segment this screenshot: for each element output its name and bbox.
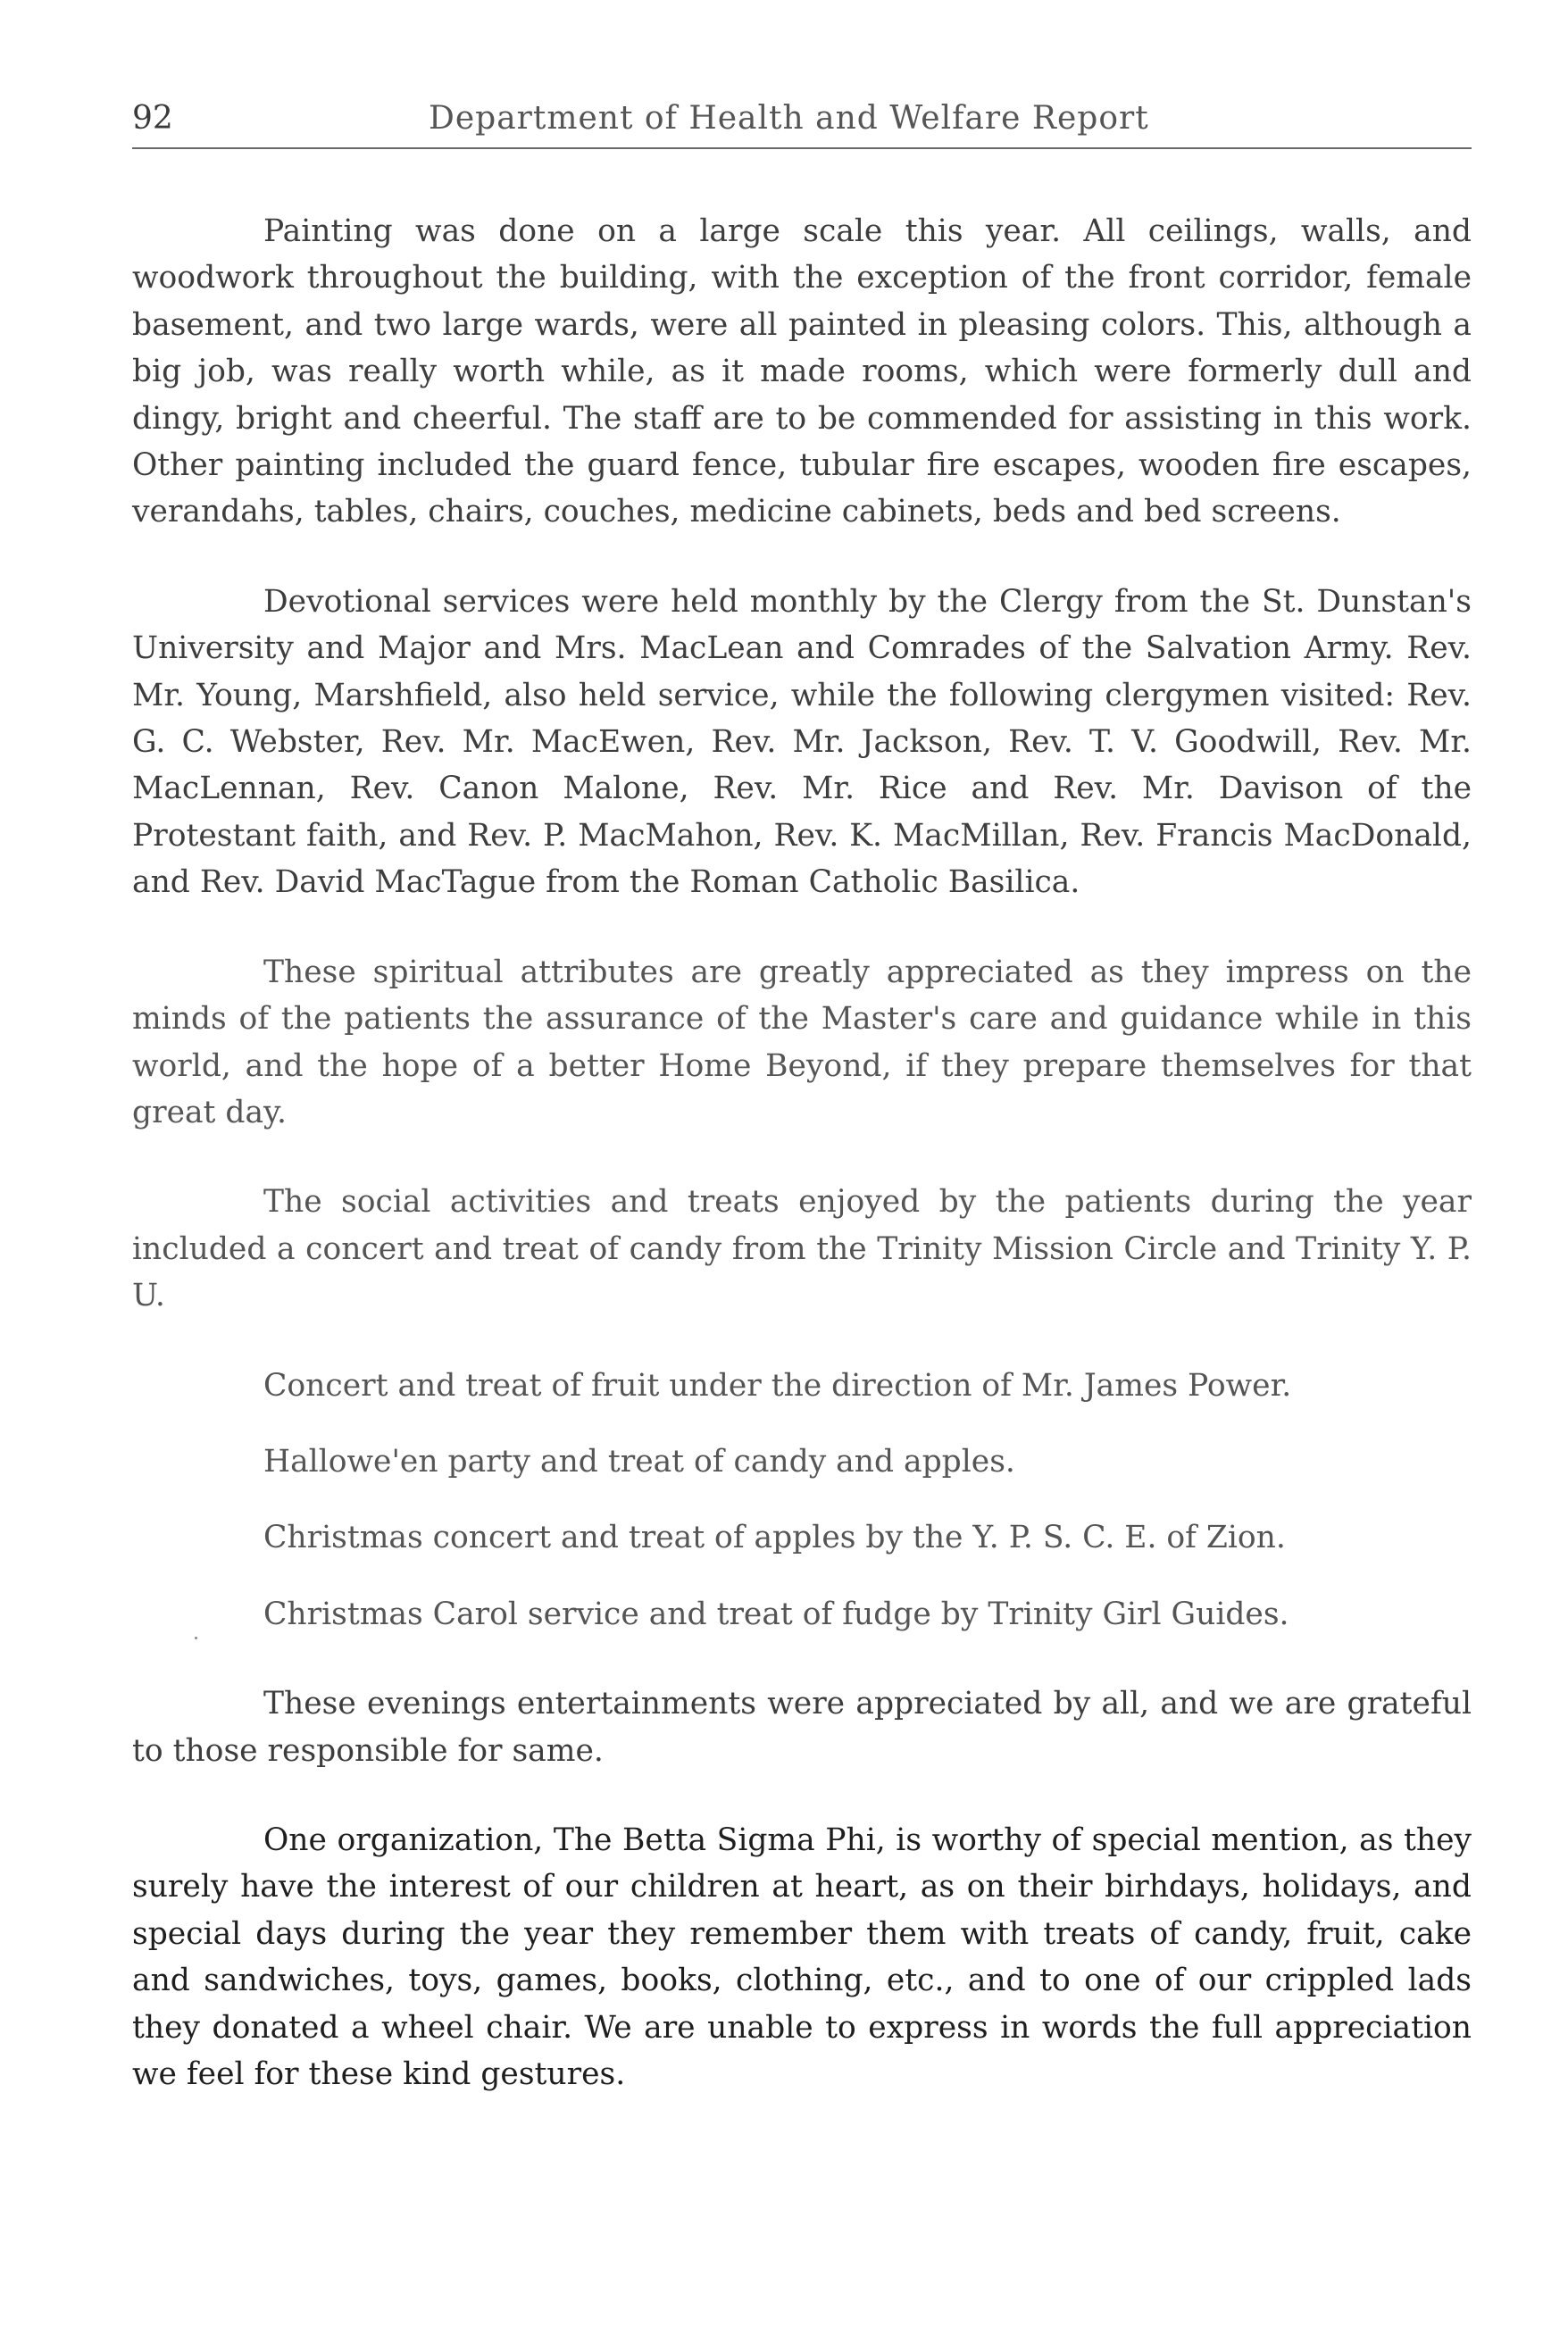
print-speck bbox=[195, 1637, 197, 1639]
paragraph-social-activities: The social activities and treats enjoyed by the patients during the year included a concert and treat of candy from the Trinity Mission Circle and Trinity Y. P. U. bbox=[132, 1184, 1472, 1314]
activity-item-carol-service: Christmas Carol service and treat of fudge by Trinity Girl Guides. bbox=[263, 1596, 1289, 1632]
paragraph-devotional-services: Devotional services were held monthly by the Clergy from the St. Dunstan's University and Major and Mrs. MacLean and Comrades of the Salvation Army. Rev. Mr. Young, Marshfield, also held service, while the following clergymen visited: Rev. G. C. Webster, Rev. Mr. MacEwen, Rev. Mr. Jackson, Rev. T. V. Goodwill, Rev. Mr. MacLennan, Rev. Canon Malone, Rev. Mr. Rice and Rev. Mr. Davison of the Protestant faith, and Rev. P. MacMahon, Rev. K. MacMillan, Rev. Francis MacDonald, and Rev. David MacTague from the Roman Catholic Basilica. bbox=[132, 583, 1472, 901]
activity-item-halloween: Hallowe'en party and treat of candy and apples. bbox=[263, 1443, 1015, 1480]
header-rule bbox=[132, 147, 1472, 149]
body-text bbox=[132, 208, 1472, 2140]
paragraph-entertainments: These evenings entertainments were appreciated by all, and we are grateful to those responsible for same. bbox=[132, 1686, 1472, 1769]
paragraph-spiritual-attributes: These spiritual attributes are greatly appreciated as they impress on the minds of the patients the assurance of the Master's care and guidance while in this world, and the hope of a better Home Beyond, if they prepare themselves for that great day. bbox=[132, 954, 1472, 1130]
paragraph-painting: Painting was done on a large scale this year. All ceilings, walls, and woodwork throughout the building, with the exception of the front corridor, female basement, and two large wards, were all painted in pleasing colors. This, although a big job, was really worth while, as it made rooms, which were formerly dull and dingy, bright and cheerful. The staff are to be commended for assisting in this work. Other painting included the guard fence, tubular fire escapes, wooden fire escapes, verandahs, tables, chairs, couches, medicine cabinets, beds and bed screens. bbox=[132, 213, 1472, 530]
page-number: 92 bbox=[132, 100, 173, 137]
paragraph-betta-sigma-phi: One organization, The Betta Sigma Phi, is worthy of special mention, as they surely have the interest of our children at heart, as on their birhdays, holidays, and special days during the year they remember them with treats of candy, fruit, cake and sandwiches, toys, games, books, clothing, etc., and to one of our crippled lads they donated a wheel chair. We are unable to express in words the full appreciation we feel for these kind gestures. bbox=[132, 1822, 1472, 2092]
activity-item-concert-fruit: Concert and treat of fruit under the direction of Mr. James Power. bbox=[263, 1367, 1292, 1404]
page-header bbox=[132, 100, 1472, 154]
activity-item-christmas-concert: Christmas concert and treat of apples by the Y. P. S. C. E. of Zion. bbox=[263, 1520, 1286, 1556]
running-title: Department of Health and Welfare Report bbox=[429, 100, 1149, 137]
